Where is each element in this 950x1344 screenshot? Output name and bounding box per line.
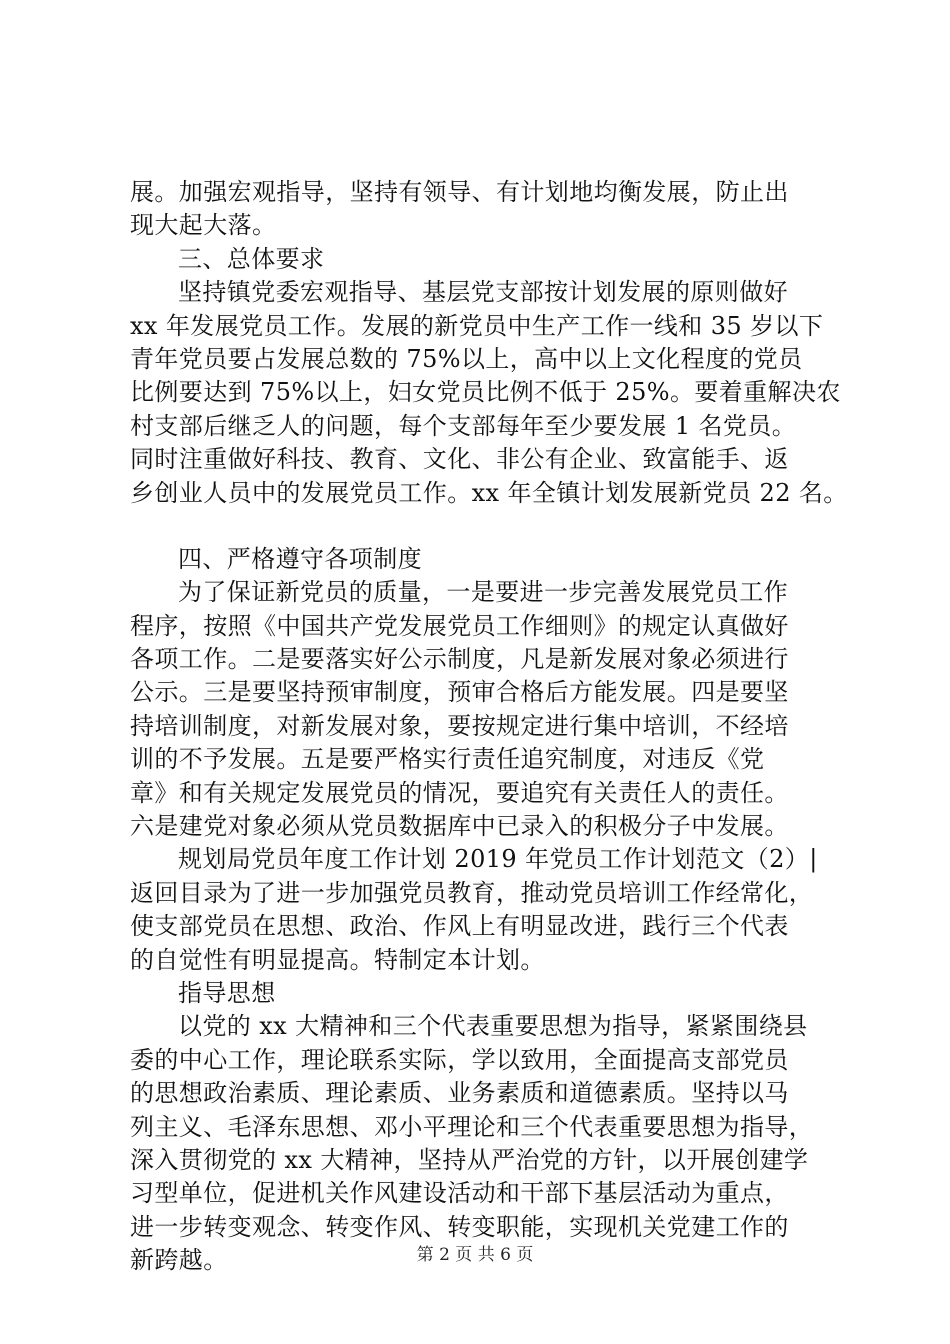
text-line: 返回目录为了进一步加强党员教育，推动党员培训工作经常化，	[130, 878, 814, 907]
text-line: 六是建党对象必须从党员数据库中已录入的积极分子中发展。	[130, 812, 789, 841]
text-line: 持培训制度，对新发展对象，要按规定进行集中培训，不经培	[130, 711, 789, 740]
text-line: 进一步转变观念、转变作风、转变职能，实现机关党建工作的	[130, 1212, 789, 1241]
text-line: 深入贯彻党的 xx 大精神，坚持从严治党的方针，以开展创建学	[130, 1145, 809, 1174]
text-line: 使支部党员在思想、政治、作风上有明显改进，践行三个代表	[130, 912, 789, 941]
text-line: 习型单位，促进机关作风建设活动和干部下基层活动为重点，	[130, 1179, 789, 1208]
text-line: 列主义、毛泽东思想、邓小平理论和三个代表重要思想为指导，	[130, 1112, 814, 1141]
text-line: 村支部后继乏人的问题，每个支部每年至少要发展 1 名党员。	[130, 411, 797, 440]
text-line: 为了保证新党员的质量，一是要进一步完善发展党员工作	[178, 578, 788, 607]
text-line: 各项工作。二是要落实好公示制度，凡是新发展对象必须进行	[130, 645, 789, 674]
text-line: 训的不予发展。五是要严格实行责任追究制度，对违反《党	[130, 745, 765, 774]
text-line: 展。加强宏观指导，坚持有领导、有计划地均衡发展，防止出	[130, 178, 789, 206]
text-line: xx 年发展党员工作。发展的新党员中生产工作一线和 35 岁以下	[130, 311, 824, 340]
text-line: 坚持镇党委宏观指导、基层党支部按计划发展的原则做好	[178, 278, 788, 307]
page-number-footer: 第 2 页 共 6 页	[416, 1245, 534, 1265]
document-body	[130, 176, 850, 1278]
section-heading: 四、严格遵守各项制度	[178, 544, 422, 573]
text-line: 同时注重做好科技、教育、文化、非公有企业、致富能手、返	[130, 445, 789, 474]
text-line: 委的中心工作，理论联系实际，学以致用，全面提高支部党员	[130, 1045, 789, 1074]
text-line: 公示。三是要坚持预审制度，预审合格后方能发展。四是要坚	[130, 678, 789, 707]
section-heading: 指导思想	[178, 978, 276, 1007]
text-line: 现大起大落。	[130, 211, 277, 240]
text-line: 规划局党员年度工作计划 2019 年党员工作计划范文（2）|	[178, 845, 818, 874]
text-line: 以党的 xx 大精神和三个代表重要思想为指导，紧紧围绕县	[178, 1012, 808, 1041]
text-line: 章》和有关规定发展党员的情况，要追究有关责任人的责任。	[130, 778, 789, 807]
section-heading: 三、总体要求	[178, 244, 325, 273]
text-line: 乡创业人员中的发展党员工作。xx 年全镇计划发展新党员 22 名。	[130, 478, 848, 507]
text-line: 比例要达到 75%以上，妇女党员比例不低于 25%。要着重解决农	[130, 378, 841, 407]
text-line: 程序，按照《中国共产党发展党员工作细则》的规定认真做好	[130, 611, 789, 640]
text-line: 的思想政治素质、理论素质、业务素质和道德素质。坚持以马	[130, 1079, 789, 1108]
text-line: 青年党员要占发展总数的 75%以上，高中以上文化程度的党员	[130, 344, 803, 373]
text-line: 新跨越。	[130, 1246, 228, 1275]
text-line: 的自觉性有明显提高。特制定本计划。	[130, 945, 545, 974]
